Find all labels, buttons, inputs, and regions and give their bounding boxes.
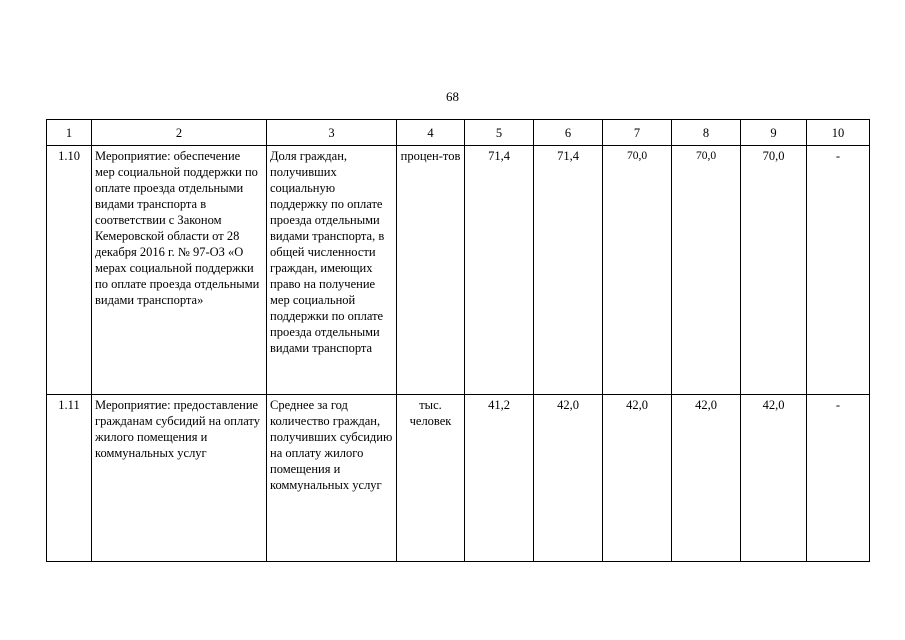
value-cell-9: 42,0 <box>741 395 807 562</box>
header-cell-8: 8 <box>672 120 741 146</box>
event-cell: Мероприятие: предоставление гражданам субсидий на оплату жилого помещения и коммунальных услуг <box>92 395 267 562</box>
table-row <box>47 395 870 562</box>
value-cell-8: 70,0 <box>672 146 741 395</box>
header-cell-2: 2 <box>92 120 267 146</box>
value-cell-5: 71,4 <box>465 146 534 395</box>
value-cell-6: 71,4 <box>534 146 603 395</box>
header-cell-10: 10 <box>807 120 870 146</box>
page-number: 68 <box>446 89 459 104</box>
indicators-table <box>46 119 870 562</box>
header-cell-5: 5 <box>465 120 534 146</box>
header-cell-1: 1 <box>47 120 92 146</box>
event-cell: Мероприятие: обеспечение мер социальной поддержки по оплате проезда отдельными видами транспорта в соответствии с Законом Кемеровской области от 28 декабря 2016 г. № 97-ОЗ «О мерах социальной поддержки по оплате проезда отдельными видами транспорта» <box>92 146 267 395</box>
value-cell-9: 70,0 <box>741 146 807 395</box>
header-cell-3: 3 <box>267 120 397 146</box>
header-cell-9: 9 <box>741 120 807 146</box>
value-cell-10: - <box>807 395 870 562</box>
unit-cell: процен-тов <box>397 146 465 395</box>
value-cell-7: 42,0 <box>603 395 672 562</box>
value-cell-5: 41,2 <box>465 395 534 562</box>
value-cell-10: - <box>807 146 870 395</box>
unit-cell: тыс. человек <box>397 395 465 562</box>
indicator-cell: Среднее за год количество граждан, получивших субсидию на оплату жилого помещения и коммунальных услуг <box>267 395 397 562</box>
row-number-cell: 1.11 <box>47 395 92 562</box>
header-cell-7: 7 <box>603 120 672 146</box>
header-cell-6: 6 <box>534 120 603 146</box>
table-header-row <box>47 120 870 146</box>
value-cell-7: 70,0 <box>603 146 672 395</box>
value-cell-8: 42,0 <box>672 395 741 562</box>
row-number-cell: 1.10 <box>47 146 92 395</box>
value-cell-6: 42,0 <box>534 395 603 562</box>
table-row <box>47 146 870 395</box>
indicator-cell: Доля граждан, получивших социальную поддержку по оплате проезда отдельными видами транспорта, в общей численности граждан, имеющих право на получение мер социальной поддержки по оплате проезда отдельными видами транспорта <box>267 146 397 395</box>
header-cell-4: 4 <box>397 120 465 146</box>
